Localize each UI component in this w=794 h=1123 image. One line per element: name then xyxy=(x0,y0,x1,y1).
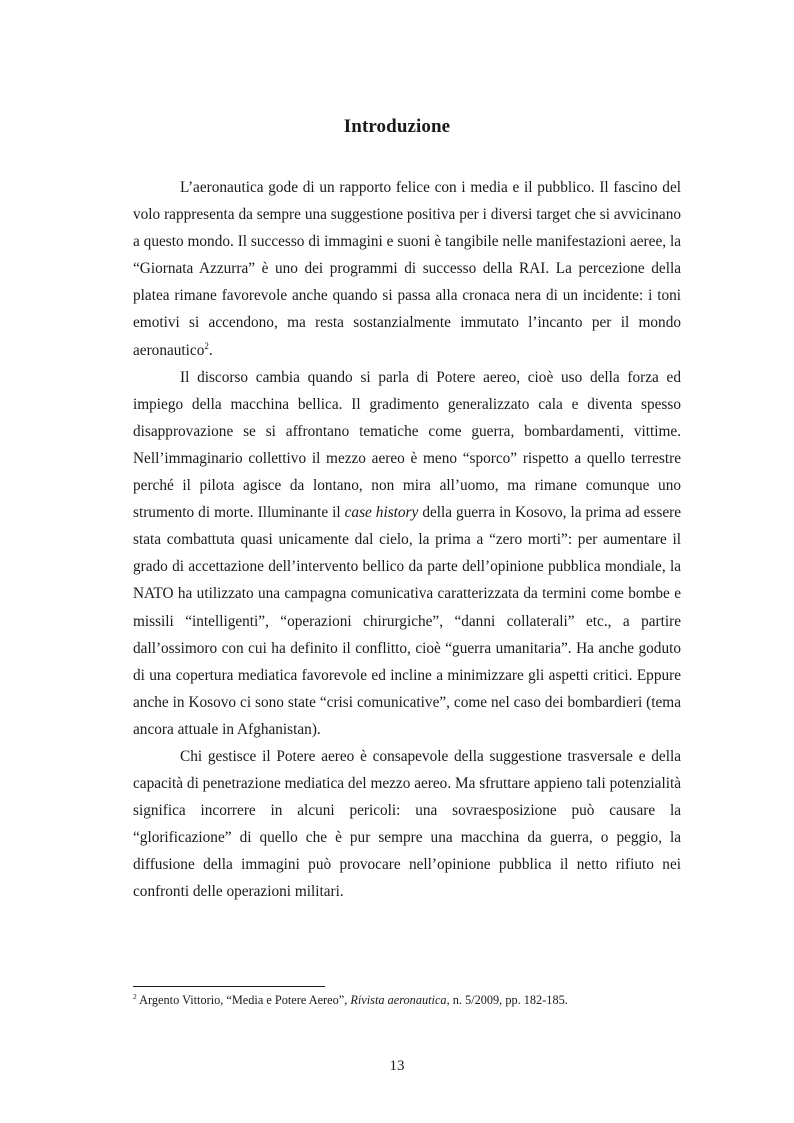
footnote-separator xyxy=(133,986,325,987)
paragraph-2 xyxy=(133,364,681,743)
footnote-reference: 2 xyxy=(204,340,209,351)
italic-term-case-history: case history xyxy=(344,504,419,522)
paragraph-1-end: . xyxy=(208,341,213,359)
paragraph-1 xyxy=(133,174,681,364)
paragraph-2-text-end: della guerra in Kosovo, la prima ad essere stata combattuta quasi unicamente dal cielo, la prima a “zero morti”: per aumentare il grado di accettazione dell’intervento bellico da parte dell’opinione pubblica mondiale, la NATO ha utilizzato una campagna comunicativa caratterizzata da termini come bombe e missili “intelligenti”, “operazioni chirurgiche”, “danni collaterali” etc., a partire dall’ossimoro con cui ha definito il conflitto, cioè “guerra umanitaria”. Ha anche goduto di una copertura mediatica favorevole ed incline a minimizzare gli aspetti critici. Eppure anche in Kosovo ci sono state “crisi comunicative”, come nel caso dei bombardieri (tema ancora attuale in Afghanistan). xyxy=(133,504,681,738)
body-text xyxy=(133,174,681,906)
footnote-text-start: Argento Vittorio, “Media e Potere Aereo”, xyxy=(136,993,351,1007)
paragraph-1-text: L’aeronautica gode di un rapporto felice con i media e il pubblico. Il fascino del volo rappresenta da sempre una suggestione positiva per i diversi target che si avvicinano a questo mondo. Il successo di immagini e suoni è tangibile nelle manifestazioni aeree, la “Giornata Azzurra” è uno dei programmi di successo della RAI. La percezione della platea rimane favorevole anche quando si passa alla cronaca nera di un incidente: i toni emotivi si accendono, ma resta sostanzialmente immutato l’incanto per il mondo aeronautico xyxy=(133,179,681,359)
paragraph-2-text-start: Il discorso cambia quando si parla di Potere aereo, cioè uso della forza ed impiego della macchina bellica. Il gradimento generalizzato cala e diventa spesso disapprovazione se si affrontano tematiche come guerra, bombardamenti, vittime. Nell’immaginario collettivo il mezzo aereo è meno “sporco” rispetto a quello terrestre perché il pilota agisce da lontano, non mira all’uomo, ma rimane comunque uno strumento di morte. Illuminante il xyxy=(133,368,681,522)
footnote-marker: 2 xyxy=(133,991,137,1001)
page-title: Introduzione xyxy=(343,116,451,137)
paragraph-3 xyxy=(133,743,681,906)
footnote-text-end: , n. 5/2009, pp. 182-185. xyxy=(446,993,568,1007)
paragraph-3-text: Chi gestisce il Potere aereo è consapevole della suggestione trasversale e della capacità di penetrazione mediatica del mezzo aereo. Ma sfruttare appieno tali potenzialità significa incorrere in alcuni pericoli: una sovraesposizione può causare la “glorificazione” di quello che è pur sempre una macchina da guerra, o peggio, la diffusione della immagini può provocare nell’opinione pubblica il netto rifiuto nei confronti delle operazioni militari. xyxy=(133,747,681,901)
footnote xyxy=(133,993,693,1008)
footnote-journal-title: Rivista aeronautica xyxy=(350,993,447,1007)
page-number: 13 xyxy=(389,1058,405,1074)
